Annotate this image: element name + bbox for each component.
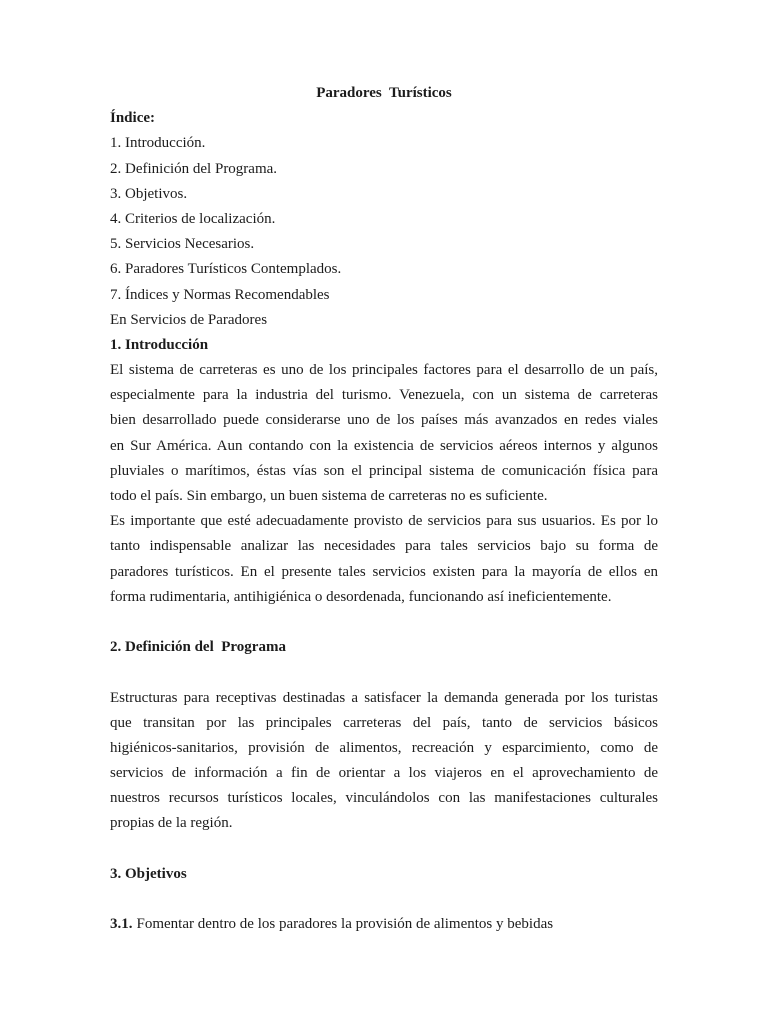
document-body <box>110 81 658 937</box>
paragraph-line: Estructuras para receptivas destinadas a satisfacer la demanda generada por los turistas <box>110 689 658 706</box>
objective-text: Fomentar dentro de los paradores la provisión de alimentos y bebidas <box>136 916 554 933</box>
index-item: 6. Paradores Turísticos Contemplados. <box>110 261 342 278</box>
paragraph-line: El sistema de carreteras es uno de los principales factores para el desarrollo de un país, <box>110 362 658 379</box>
paragraph-line: Es importante que esté adecuadamente provisto de servicios para sus usuarios. Es por lo <box>110 513 658 530</box>
paragraph-line: higiénicos-sanitarios, provisión de alimentos, recreación y esparcimiento, como de <box>110 739 658 756</box>
objective-item <box>110 912 658 937</box>
paragraph-line: en Sur América. Aun contando con la existencia de servicios aéreos internos y algunos <box>110 437 658 454</box>
index-note: En Servicios de Paradores <box>110 311 268 328</box>
paragraph-line: bien desarrollado puede considerarse uno de los países más avanzados en redes viales <box>110 412 658 429</box>
index-item: 5. Servicios Necesarios. <box>110 236 255 253</box>
paragraph <box>110 686 658 837</box>
index-item: 4. Criterios de localización. <box>110 210 276 227</box>
spacer <box>110 660 658 685</box>
section-heading-objetivos: 3. Objetivos <box>110 865 187 882</box>
spacer <box>110 887 658 912</box>
index-item: 1. Introducción. <box>110 135 206 152</box>
paragraph <box>110 509 658 610</box>
document-title: Paradores Turísticos <box>316 85 452 101</box>
paragraph-line: nuestros recursos turísticos locales, vinculándolos con las manifestaciones culturales <box>110 790 658 807</box>
paragraph-line: que transitan por las principales carreteras del país, tanto de servicios básicos <box>110 714 658 731</box>
index-heading: Índice: <box>110 110 155 127</box>
index-item: 7. Índices y Normas Recomendables <box>110 286 330 303</box>
paragraph-line: tanto indispensable analizar las necesidades para tales servicios bajo su forma de <box>110 538 658 555</box>
index-item: 3. Objetivos. <box>110 185 188 202</box>
paragraph <box>110 358 658 509</box>
paragraph-line: propias de la región. <box>110 815 233 832</box>
paragraph-line: todo el país. Sin embargo, un buen sistema de carreteras no es suficiente. <box>110 488 548 504</box>
paragraph-line: pluviales o marítimos, éstas vías son el principal sistema de comunicación física para <box>110 462 658 479</box>
section-heading-definicion: 2. Definición del Programa <box>110 639 286 656</box>
paragraph-line: especialmente para la industria del turismo. Venezuela, con un sistema de carreteras <box>110 387 658 404</box>
paragraph-line: forma rudimentaria, antihigiénica o desordenada, funcionando así ineficientemente. <box>110 588 612 605</box>
spacer <box>110 837 658 862</box>
index-item: 2. Definición del Programa. <box>110 160 278 177</box>
paragraph-line: servicios de información a fin de orientar a los viajeros en el aprovechamiento de <box>110 765 658 782</box>
objective-number: 3.1. <box>110 916 133 933</box>
paragraph-line: paradores turísticos. En el presente tales servicios existen para la mayoría de ellos en <box>110 563 658 580</box>
spacer <box>110 610 658 635</box>
section-heading-introduccion: 1. Introducción <box>110 336 209 353</box>
